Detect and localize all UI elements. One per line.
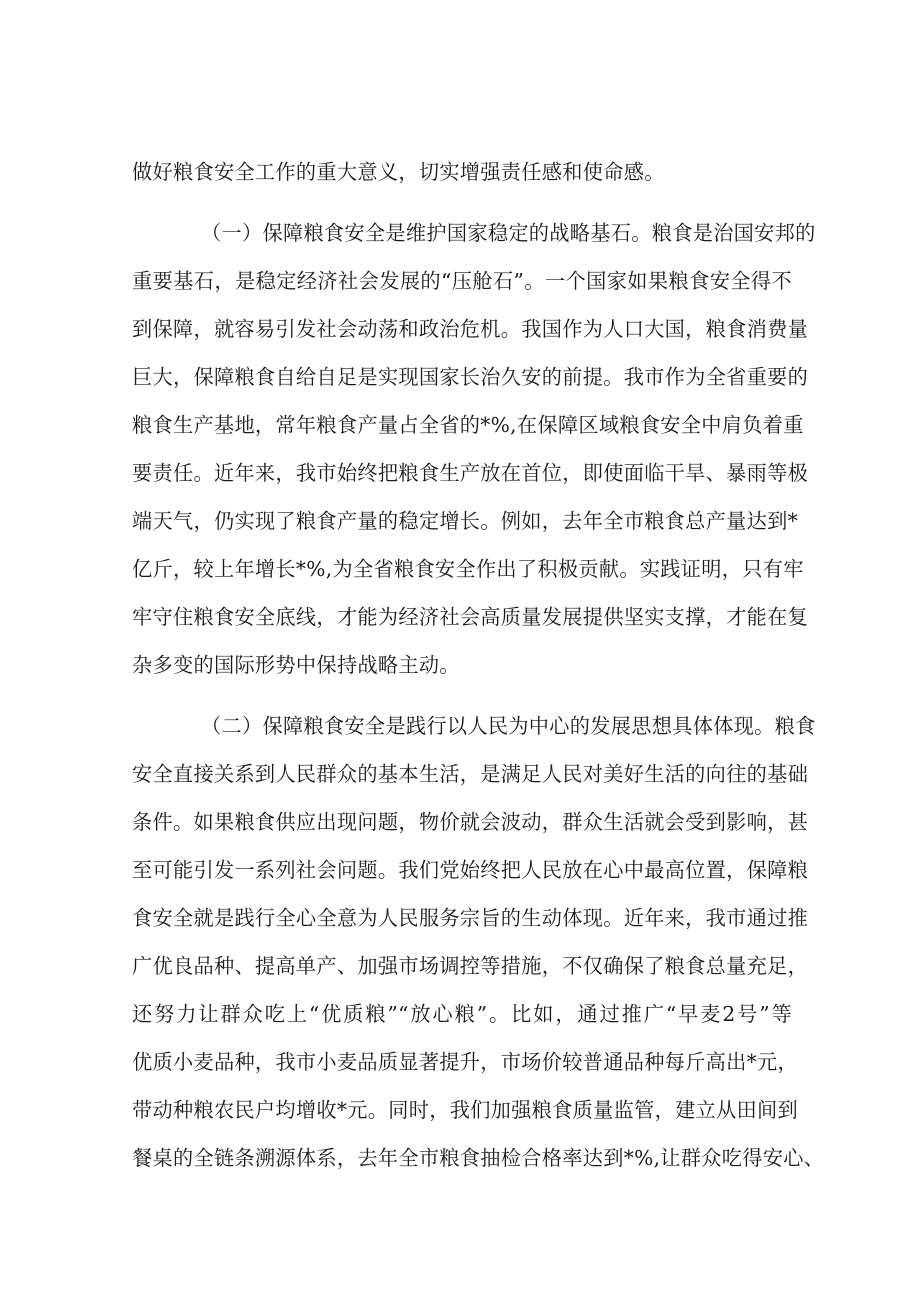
text-line: 要责任。近年来，我市始终把粮食生产放在首位，即使面临干旱、暴雨等极 [132, 461, 809, 485]
text-line: 杂多变的国际形势中保持战略主动。 [132, 653, 460, 677]
text-line: 牢守住粮食安全底线，才能为经济社会高质量发展提供坚实支撑，才能在复 [132, 605, 809, 629]
paragraph-1-first-line: （一）保障粮食安全是维护国家稳定的战略基石。粮食是治国安邦的 [201, 221, 816, 245]
text-line: 粮食生产基地，常年粮食产量占全省的*%,在保障区域粮食安全中肩负着重 [132, 413, 804, 437]
text-line: 优质小麦品种，我市小麦品质显著提升，市场价较普通品种每斤高出*元， [132, 1050, 798, 1074]
paragraph-2-first-line: （二）保障粮食安全是践行以人民为中心的发展思想具体体现。粮食 [201, 714, 816, 738]
text-line: 到保障，就容易引发社会动荡和政治危机。我国作为人口大国，粮食消费量 [132, 317, 809, 341]
text-line: 端天气，仍实现了粮食产量的稳定增长。例如，去年全市粮食总产量达到* [132, 509, 798, 533]
text-line: 做好粮食安全工作的重大意义，切实增强责任感和使命感。 [132, 160, 665, 184]
text-line: 食安全就是践行全心全意为人民服务宗旨的生动体现。近年来，我市通过推 [132, 906, 809, 930]
text-line: 还努力让群众吃上“优质粮”“放心粮”。比如，通过推广“早麦2号”等 [132, 1002, 792, 1026]
text-line: 亿斤，较上年增长*%,为全省粮食安全作出了积极贡献。实践证明，只有牢 [132, 557, 804, 581]
text-line: 条件。如果粮食供应出现问题，物价就会波动，群众生活就会受到影响，甚 [132, 810, 809, 834]
text-line: 重要基石，是稳定经济社会发展的“压舱石”。一个国家如果粮食安全得不 [132, 269, 792, 293]
text-line: 巨大，保障粮食自给自足是实现国家长治久安的前提。我市作为全省重要的 [132, 365, 809, 389]
text-line: 至可能引发一系列社会问题。我们党始终把人民放在心中最高位置，保障粮 [132, 858, 809, 882]
text-line: 带动种粮农民户均增收*元。同时，我们加强粮食质量监管，建立从田间到 [132, 1098, 798, 1122]
text-line: 安全直接关系到人民群众的基本生活，是满足人民对美好生活的向往的基础 [132, 762, 809, 786]
text-line: 广优良品种、提高单产、加强市场调控等措施，不仅确保了粮食总量充足， [132, 954, 809, 978]
text-line: 餐桌的全链条溯源体系，去年全市粮食抽检合格率达到*%,让群众吃得安心、 [132, 1146, 825, 1170]
